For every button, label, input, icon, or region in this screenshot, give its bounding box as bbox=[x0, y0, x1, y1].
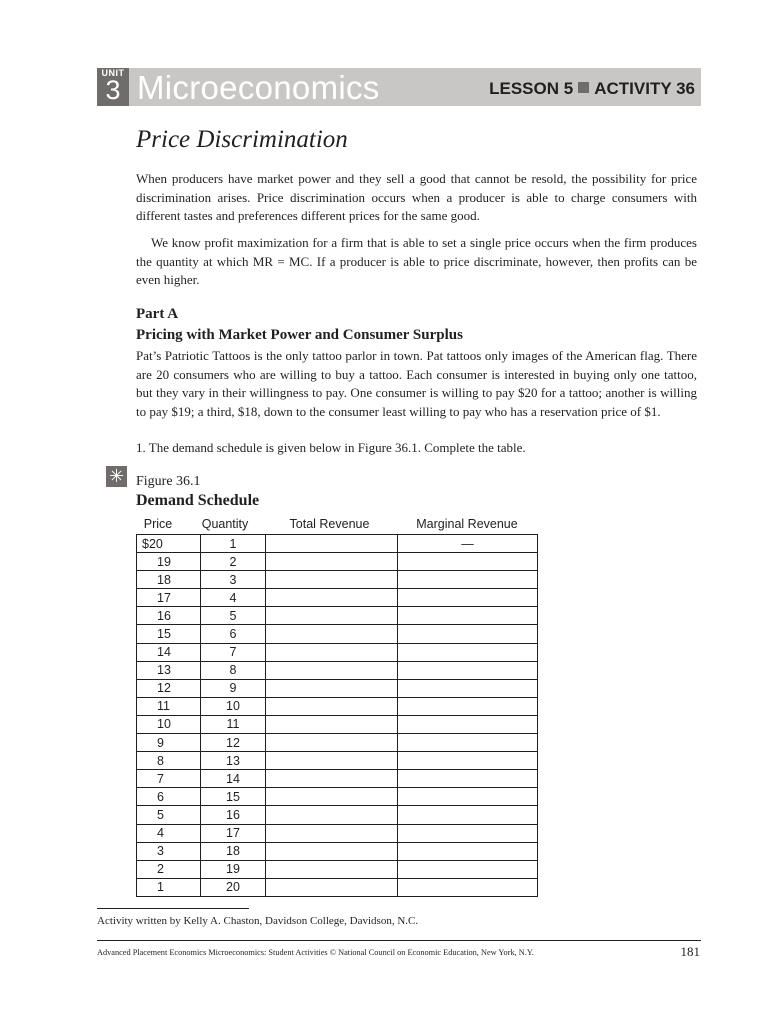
quantity-cell: 1 bbox=[201, 535, 266, 553]
quantity-cell: 5 bbox=[201, 607, 266, 625]
part-a-label: Part A bbox=[136, 306, 179, 322]
total-revenue-cell[interactable] bbox=[266, 788, 398, 806]
table-row bbox=[137, 878, 538, 896]
table-row bbox=[137, 589, 538, 607]
price-cell: 19 bbox=[137, 553, 201, 571]
marginal-revenue-cell[interactable] bbox=[398, 806, 538, 824]
unit-title: Microeconomics bbox=[137, 69, 380, 106]
total-revenue-cell[interactable] bbox=[266, 770, 398, 788]
total-revenue-cell[interactable] bbox=[266, 842, 398, 860]
part-a-heading bbox=[136, 304, 463, 346]
figure-label: Figure 36.1 bbox=[136, 474, 201, 489]
quantity-cell: 16 bbox=[201, 806, 266, 824]
table-row bbox=[137, 860, 538, 878]
asterisk-icon: ✳ bbox=[106, 466, 127, 487]
demand-schedule-body bbox=[137, 535, 538, 897]
figure-title: Demand Schedule bbox=[136, 492, 260, 509]
quantity-cell: 13 bbox=[201, 752, 266, 770]
marginal-revenue-cell[interactable] bbox=[398, 661, 538, 679]
table-row bbox=[137, 571, 538, 589]
price-cell: 13 bbox=[137, 661, 201, 679]
table-row bbox=[137, 643, 538, 661]
marginal-revenue-cell[interactable] bbox=[398, 788, 538, 806]
price-cell: 18 bbox=[137, 571, 201, 589]
table-row bbox=[137, 842, 538, 860]
price-cell: 9 bbox=[137, 734, 201, 752]
footnote-rule bbox=[97, 908, 249, 909]
marginal-revenue-cell: — bbox=[398, 535, 538, 553]
unit-badge bbox=[97, 68, 129, 106]
price-cell: 8 bbox=[137, 752, 201, 770]
marginal-revenue-cell[interactable] bbox=[398, 842, 538, 860]
marginal-revenue-cell[interactable] bbox=[398, 589, 538, 607]
author-credit: Activity written by Kelly A. Chaston, Davidson College, Davidson, N.C. bbox=[97, 915, 419, 927]
part-a-title: Pricing with Market Power and Consumer Surplus bbox=[136, 327, 463, 343]
total-revenue-cell[interactable] bbox=[266, 553, 398, 571]
marginal-revenue-cell[interactable] bbox=[398, 571, 538, 589]
marginal-revenue-cell[interactable] bbox=[398, 697, 538, 715]
table-row bbox=[137, 824, 538, 842]
marginal-revenue-cell[interactable] bbox=[398, 679, 538, 697]
table-row bbox=[137, 806, 538, 824]
price-cell: 14 bbox=[137, 643, 201, 661]
price-cell: 1 bbox=[137, 878, 201, 896]
table-row bbox=[137, 734, 538, 752]
marginal-revenue-cell[interactable] bbox=[398, 824, 538, 842]
total-revenue-cell[interactable] bbox=[266, 679, 398, 697]
quantity-cell: 4 bbox=[201, 589, 266, 607]
price-cell: 3 bbox=[137, 842, 201, 860]
total-revenue-cell[interactable] bbox=[266, 535, 398, 553]
page-number: 181 bbox=[680, 944, 700, 959]
quantity-cell: 3 bbox=[201, 571, 266, 589]
marginal-revenue-cell[interactable] bbox=[398, 878, 538, 896]
activity-label: ACTIVITY 36 bbox=[594, 79, 695, 98]
table-row bbox=[137, 607, 538, 625]
quantity-cell: 17 bbox=[201, 824, 266, 842]
price-cell: 7 bbox=[137, 770, 201, 788]
square-separator-icon bbox=[578, 82, 589, 93]
marginal-revenue-cell[interactable] bbox=[398, 643, 538, 661]
column-header-price: Price bbox=[143, 517, 173, 531]
total-revenue-cell[interactable] bbox=[266, 697, 398, 715]
demand-schedule-table bbox=[136, 534, 538, 897]
total-revenue-cell[interactable] bbox=[266, 571, 398, 589]
table-row bbox=[137, 715, 538, 733]
table-row bbox=[137, 697, 538, 715]
marginal-revenue-cell[interactable] bbox=[398, 715, 538, 733]
total-revenue-cell[interactable] bbox=[266, 715, 398, 733]
total-revenue-cell[interactable] bbox=[266, 752, 398, 770]
page-title: Price Discrimination bbox=[136, 126, 348, 153]
table-row bbox=[137, 661, 538, 679]
quantity-cell: 12 bbox=[201, 734, 266, 752]
marginal-revenue-cell[interactable] bbox=[398, 607, 538, 625]
marginal-revenue-cell[interactable] bbox=[398, 734, 538, 752]
lesson-activity bbox=[489, 78, 695, 100]
total-revenue-cell[interactable] bbox=[266, 589, 398, 607]
marginal-revenue-cell[interactable] bbox=[398, 860, 538, 878]
total-revenue-cell[interactable] bbox=[266, 824, 398, 842]
marginal-revenue-cell[interactable] bbox=[398, 625, 538, 643]
quantity-cell: 18 bbox=[201, 842, 266, 860]
total-revenue-cell[interactable] bbox=[266, 643, 398, 661]
table-row bbox=[137, 679, 538, 697]
marginal-revenue-cell[interactable] bbox=[398, 553, 538, 571]
quantity-cell: 7 bbox=[201, 643, 266, 661]
marginal-revenue-cell[interactable] bbox=[398, 752, 538, 770]
quantity-cell: 11 bbox=[201, 715, 266, 733]
price-cell: 11 bbox=[137, 697, 201, 715]
unit-word: UNIT bbox=[101, 68, 125, 78]
question-1: 1. The demand schedule is given below in Figure 36.1. Complete the table. bbox=[136, 440, 526, 455]
quantity-cell: 9 bbox=[201, 679, 266, 697]
column-header-marginal-revenue: Marginal Revenue bbox=[416, 517, 518, 531]
intro-paragraph-2: We know profit maximization for a firm that is able to set a single price occurs when the firm produces the quantity at which MR = MC. If a producer is able to price discriminate, however, then profits can be even higher. bbox=[136, 235, 697, 288]
quantity-cell: 15 bbox=[201, 788, 266, 806]
total-revenue-cell[interactable] bbox=[266, 734, 398, 752]
marginal-revenue-cell[interactable] bbox=[398, 770, 538, 788]
price-cell: 12 bbox=[137, 679, 201, 697]
total-revenue-cell[interactable] bbox=[266, 625, 398, 643]
total-revenue-cell[interactable] bbox=[266, 860, 398, 878]
unit-number: 3 bbox=[105, 75, 121, 105]
price-cell: 17 bbox=[137, 589, 201, 607]
table-row bbox=[137, 788, 538, 806]
quantity-cell: 20 bbox=[201, 878, 266, 896]
quantity-cell: 8 bbox=[201, 661, 266, 679]
total-revenue-cell[interactable] bbox=[266, 661, 398, 679]
price-cell: 5 bbox=[137, 806, 201, 824]
intro-paragraph-1: When producers have market power and they sell a good that cannot be resold, the possibility for price discrimination arises. Price discrimination occurs when a producer is able to charge consumers with different tastes and preferences different prices for the same good. bbox=[136, 171, 697, 224]
quantity-cell: 10 bbox=[201, 697, 266, 715]
quantity-cell: 19 bbox=[201, 860, 266, 878]
quantity-cell: 14 bbox=[201, 770, 266, 788]
column-header-quantity: Quantity bbox=[201, 517, 249, 531]
quantity-cell: 6 bbox=[201, 625, 266, 643]
price-cell: 2 bbox=[137, 860, 201, 878]
price-cell: 16 bbox=[137, 607, 201, 625]
table-row bbox=[137, 770, 538, 788]
total-revenue-cell[interactable] bbox=[266, 607, 398, 625]
part-a-text: Pat’s Patriotic Tattoos is the only tattoo parlor in town. Pat tattoos only images of the American flag. There are 20 consumers who are willing to buy a tattoo. Each consumer is interested in buying only one tattoo, but they vary in their willingness to pay. One consumer is willing to pay $20 for a tattoo; another is willing to pay $19; a third, $18, down to the consumer least willing to pay who has a reservation price of $1. bbox=[136, 348, 697, 419]
price-cell: 6 bbox=[137, 788, 201, 806]
table-row bbox=[137, 752, 538, 770]
page-header bbox=[97, 68, 701, 106]
publisher-line: Advanced Placement Economics Microeconomics: Student Activities © National Council on Economic Education, New York, N.Y. bbox=[97, 948, 534, 957]
table-row bbox=[137, 553, 538, 571]
lesson-label: LESSON 5 bbox=[489, 79, 574, 98]
price-cell: 15 bbox=[137, 625, 201, 643]
total-revenue-cell[interactable] bbox=[266, 878, 398, 896]
price-cell: 4 bbox=[137, 824, 201, 842]
quantity-cell: 2 bbox=[201, 553, 266, 571]
table-row bbox=[137, 535, 538, 553]
price-cell: 10 bbox=[137, 715, 201, 733]
footer-rule bbox=[97, 940, 701, 941]
price-cell: $20 bbox=[137, 535, 201, 553]
table-row bbox=[137, 625, 538, 643]
column-header-total-revenue: Total Revenue bbox=[289, 517, 370, 531]
total-revenue-cell[interactable] bbox=[266, 806, 398, 824]
